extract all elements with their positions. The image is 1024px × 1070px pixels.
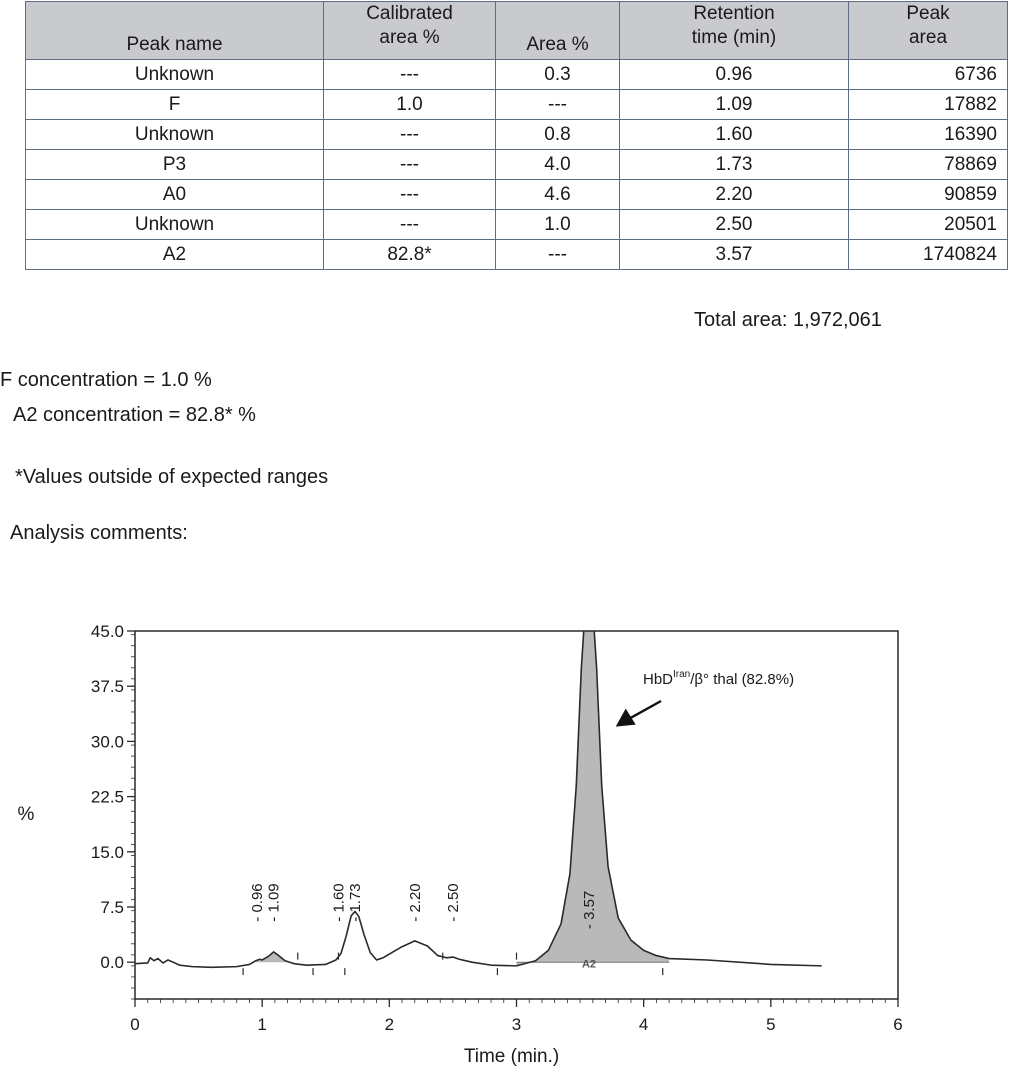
table-header-row [26,2,1008,60]
x-tick-label: 6 [893,1015,903,1034]
table-row [26,180,1008,210]
annotation-superscript: Iran [673,669,691,680]
col-header-retention-time: Retention time (min) [620,2,849,60]
peak-label: - 1.60 [330,883,348,922]
cell-peak-name: Unknown [26,210,324,240]
table-row [26,210,1008,240]
f-concentration: F concentration = 1.0 % [0,369,212,391]
y-axis-title: % [17,804,35,825]
chromatogram-trace [135,600,822,967]
table-row [26,60,1008,90]
y-tick-label: 37.5 [90,677,124,697]
col-header-peak-name: Peak name [26,2,324,60]
cell-peak-area: 17882 [849,90,1008,120]
y-tick-label: 30.0 [90,732,124,752]
cell-peak-area: 1740824 [849,240,1008,270]
y-tick-label: 22.5 [90,787,124,807]
chromatogram-chart [0,600,1024,1070]
table-row [26,120,1008,150]
cell-area-pct: 0.3 [496,60,620,90]
peak-label: - 2.20 [406,883,424,922]
cell-calibrated-area: --- [324,180,496,210]
cell-peak-name: F [26,90,324,120]
cell-retention-time: 1.60 [620,120,849,150]
cell-area-pct: --- [496,240,620,270]
peak-annotation [643,669,794,688]
cell-peak-name: A0 [26,180,324,210]
peak-label: - 2.50 [444,883,462,922]
cell-retention-time: 1.73 [620,150,849,180]
table-row [26,240,1008,270]
y-tick-label: 45.0 [90,622,124,641]
table-row [26,90,1008,120]
cell-calibrated-area: 1.0 [324,90,496,120]
peak-label: - 0.96 [249,883,267,922]
cell-peak-name: A2 [26,240,324,270]
cell-peak-area: 6736 [849,60,1008,90]
cell-area-pct: 1.0 [496,210,620,240]
cell-calibrated-area: --- [324,120,496,150]
cell-peak-name: Unknown [26,120,324,150]
cell-peak-area: 20501 [849,210,1008,240]
x-tick-label: 2 [384,1015,395,1034]
peak-label: - 3.57 [580,890,598,930]
peak-marker-a2: A2 [581,958,597,971]
x-tick-label: 1 [257,1015,267,1034]
x-axis-title: Time (min.) [463,1046,560,1067]
peak-label: - 1.09 [265,883,283,922]
y-tick-label: 15.0 [90,842,124,862]
cell-retention-time: 2.20 [620,180,849,210]
total-area: Total area: 1,972,061 [694,309,882,331]
col-header-calibrated-area: Calibrated area % [324,2,496,60]
x-tick-label: 4 [638,1015,649,1034]
cell-calibrated-area: --- [324,150,496,180]
analysis-comments-label: Analysis comments: [10,522,188,544]
cell-peak-area: 78869 [849,150,1008,180]
table-row [26,150,1008,180]
annotation-prefix: HbD [643,671,674,688]
cell-retention-time: 3.57 [620,240,849,270]
peak-table [25,1,1008,270]
cell-retention-time: 2.50 [620,210,849,240]
cell-area-pct: --- [496,90,620,120]
annotation-suffix: /β° thal (82.8%) [690,671,795,688]
peak-label: - 1.73 [346,883,364,922]
cell-calibrated-area: --- [324,210,496,240]
cell-calibrated-area: 82.8* [324,240,496,270]
x-tick-label: 5 [766,1015,776,1034]
x-tick-label: 3 [511,1015,522,1034]
x-tick-label: 0 [130,1015,140,1034]
cell-peak-name: Unknown [26,60,324,90]
cell-retention-time: 1.09 [620,90,849,120]
col-header-area-pct: Area % [496,2,620,60]
cell-peak-area: 90859 [849,180,1008,210]
a2-concentration: A2 concentration = 82.8* % [13,404,256,426]
cell-area-pct: 0.8 [496,120,620,150]
cell-area-pct: 4.6 [496,180,620,210]
cell-peak-area: 16390 [849,120,1008,150]
cell-peak-name: P3 [26,150,324,180]
col-header-peak-area: Peak area [849,2,1008,60]
cell-retention-time: 0.96 [620,60,849,90]
cell-calibrated-area: --- [324,60,496,90]
y-tick-label: 0.0 [100,953,124,973]
cell-area-pct: 4.0 [496,150,620,180]
footnote: *Values outside of expected ranges [15,466,329,488]
y-tick-label: 7.5 [100,898,124,917]
